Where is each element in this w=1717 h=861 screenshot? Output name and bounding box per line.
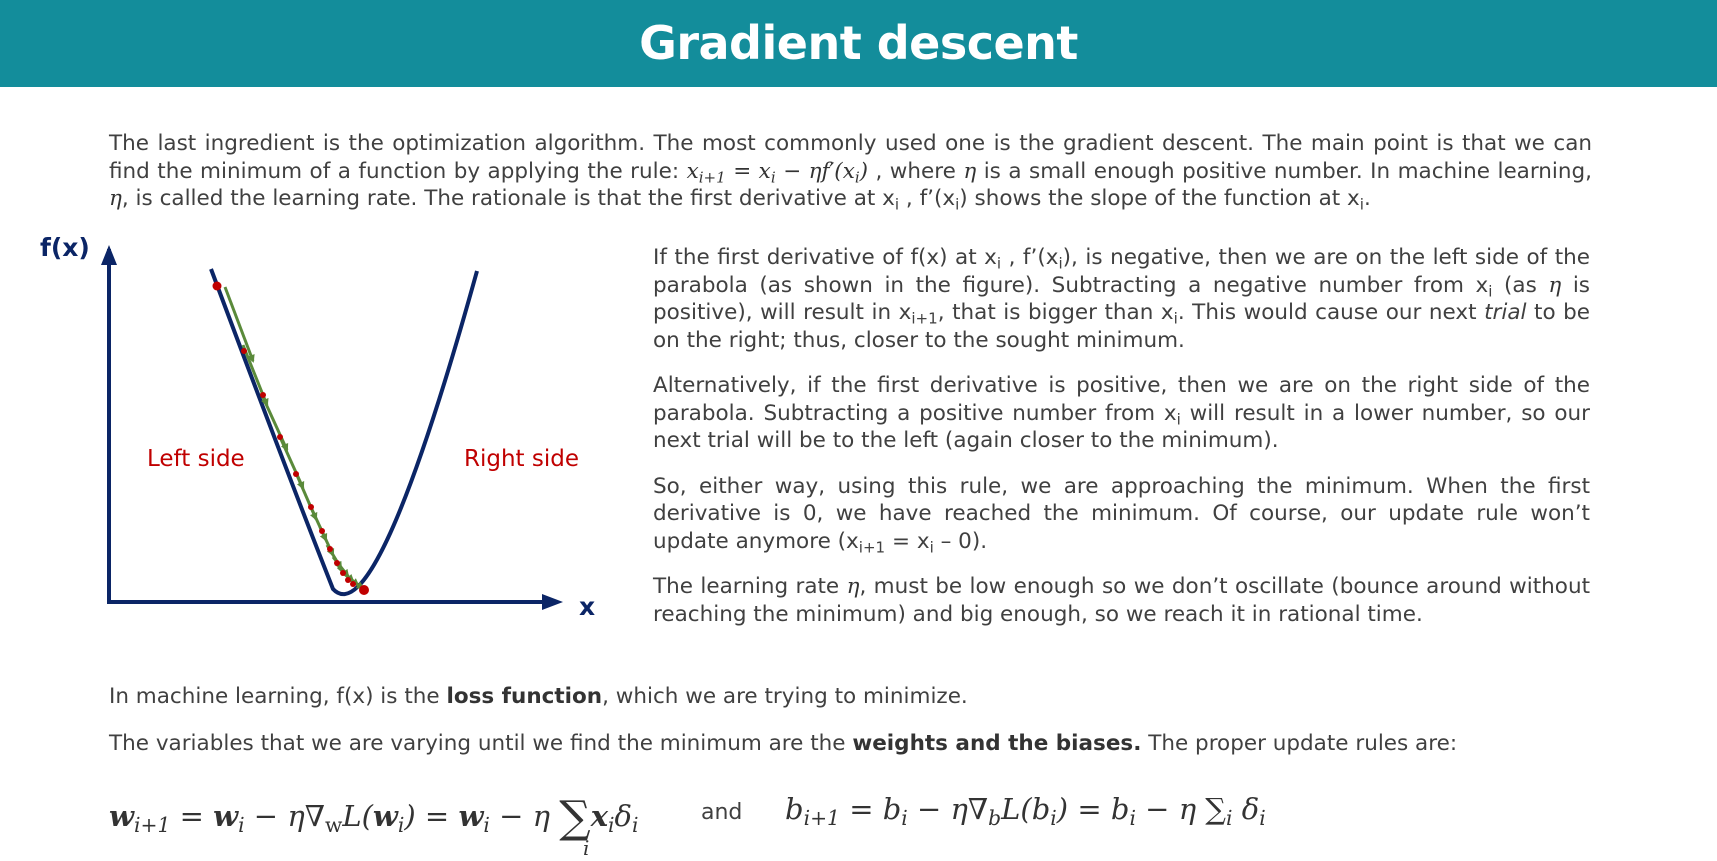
page-title-banner xyxy=(0,0,1717,87)
trial-point xyxy=(327,546,333,552)
x-axis-label: x xyxy=(579,592,596,621)
right-side-label: Right side xyxy=(464,446,579,472)
y-axis-arrowhead xyxy=(101,245,117,265)
trial-point xyxy=(340,570,346,576)
trial-points xyxy=(213,282,370,596)
explanation-negative-derivative: If the first derivative of f(x) at $x_i$ , $f’(x_i)$, is negative, then we are on the left side of the parabola (as shown in the figure). Subtracting a negative number from $x_i$ (as η is positive), will result in $x_{i+1}$, that is bigger than $x_i$. This would cause our next trial to be on the right; thus, closer to the sought minimum. xyxy=(653,245,1591,353)
trial-point xyxy=(319,528,325,534)
variables-line: The variables that we are varying until we find the minimum are the weights and the biases. The proper update rules are: xyxy=(109,731,1458,756)
update-rules-formula xyxy=(109,786,1609,861)
trial-point xyxy=(293,471,299,477)
loss-function-line: In machine learning, f(x) is the loss function, which we are trying to minimize. xyxy=(109,684,968,709)
left-side-label: Left side xyxy=(147,446,245,472)
bias-update-formula: $b_{i+1} = b_i - \eta\nabla_bL(b_i) = b_i - \eta$ $\sum_i$ $\delta_i$ xyxy=(785,792,1266,831)
and-conjunction: and xyxy=(701,800,743,825)
trial-point xyxy=(345,577,351,583)
trial-point xyxy=(213,282,222,291)
y-axis-label: f(x) xyxy=(40,235,90,262)
intro-paragraph: The last ingredient is the optimization algorithm. The most commonly used one is the gradient descent. The main point is that we can find the minimum of a function by applying the rule: $x_{i+1} = x_i - \eta f'(x_i)$ , where η is a small enough positive number. In machine learning, η, is called the learning rate. The rationale is that the first derivative at $x_i$ , $f’(x_i)$ shows the slope of the function at $x_i$. xyxy=(109,131,1593,214)
explanation-positive-derivative: Alternatively, if the first derivative is positive, then we are on the right side of the parabola. Subtracting a positive number from $x_i$ will result in a lower number, so our next trial will be to the left (again closer to the minimum). xyxy=(653,373,1590,453)
page-title: Gradient descent xyxy=(639,16,1078,70)
descent-steps xyxy=(225,287,363,588)
descent-arrow xyxy=(225,287,253,361)
parabola-curve xyxy=(211,269,477,594)
parabola-figure xyxy=(30,235,630,635)
explanation-learning-rate: The learning rate η, must be low enough so we don’t oscillate (bounce around without reaching the minimum) and big enough, so we reach it in rational time. xyxy=(653,574,1590,627)
explanation-column xyxy=(653,244,1590,646)
trial-point xyxy=(334,560,340,566)
x-axis-arrowhead xyxy=(542,594,563,610)
trial-point xyxy=(241,348,247,354)
minimum-point xyxy=(359,585,369,595)
trial-point xyxy=(350,581,356,587)
trial-point xyxy=(308,504,314,510)
sigma-index: i xyxy=(583,836,590,860)
explanation-minimum: So, either way, using this rule, we are approaching the minimum. When the first derivative is 0, we have reached the minimum. Of course, our update rule won’t update anymore $(x_{i+1} = x_i - 0)$. xyxy=(653,473,1590,556)
weight-update-formula: $w_{i+1} = w_i - \eta\nabla_wL(w_i) = w_i - \eta$ $\sum x_i\delta_i$ xyxy=(109,792,639,843)
update-rule-formula: $x_{i+1} = x_i - \eta f'(x_i)$ xyxy=(686,158,869,186)
trial-point xyxy=(277,434,283,440)
trial-point xyxy=(260,392,266,398)
